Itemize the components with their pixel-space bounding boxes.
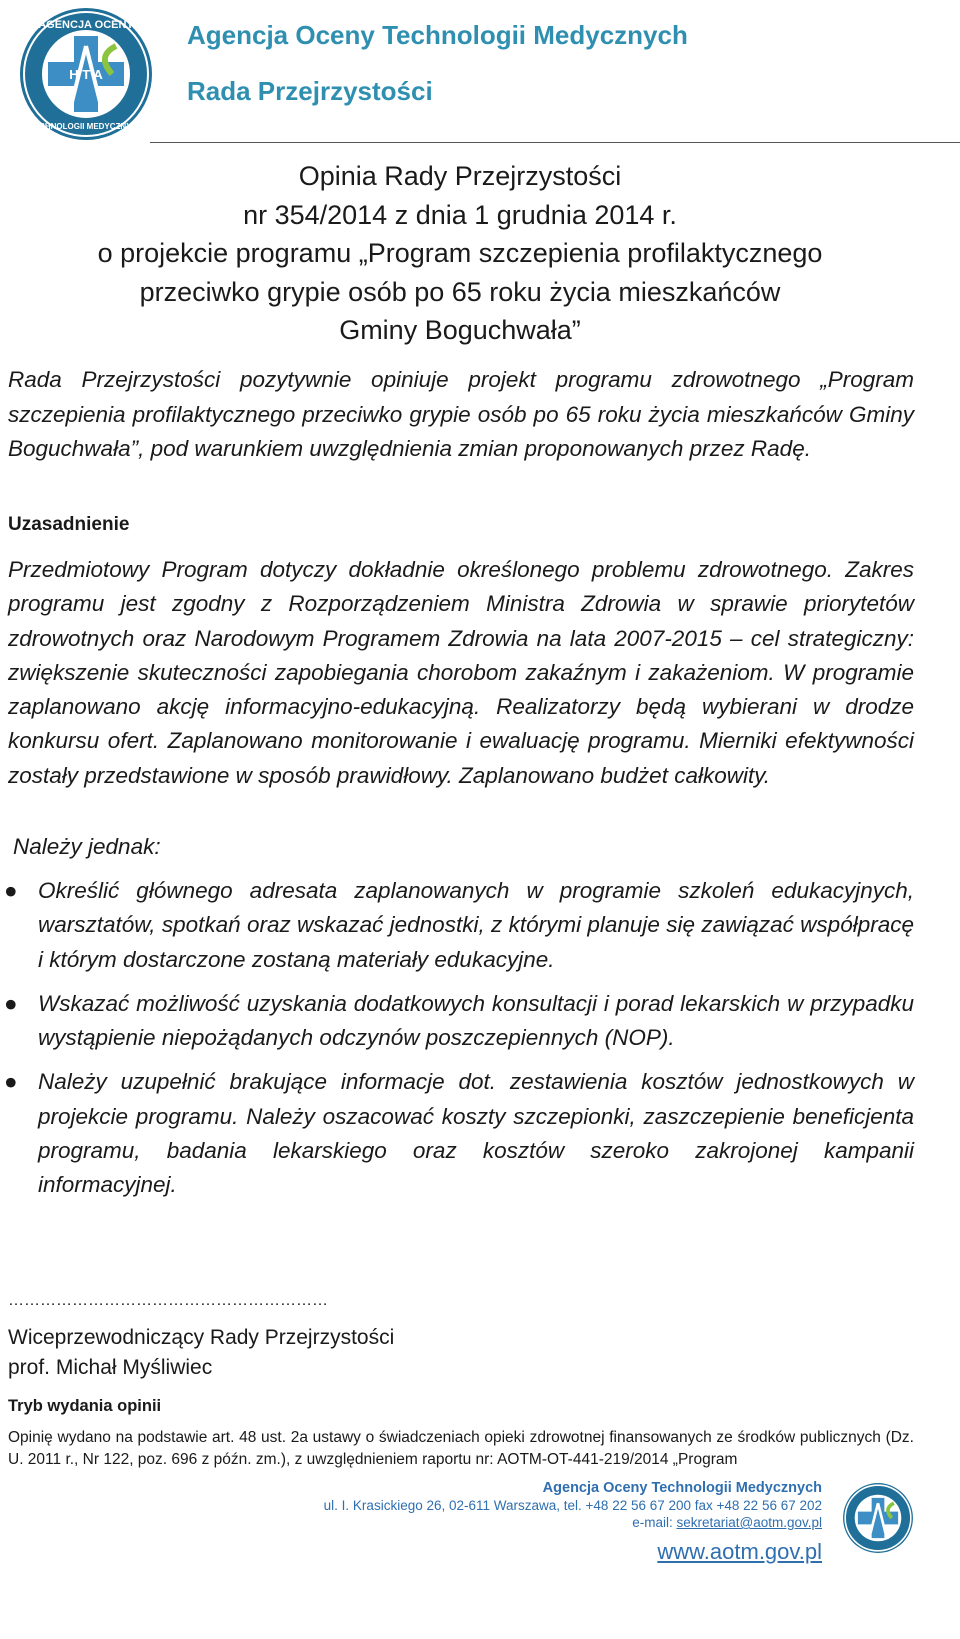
title-line-2: nr 354/2014 z dnia 1 grudnia 2014 r.	[243, 199, 677, 230]
footer-website-link[interactable]: www.aotm.gov.pl	[657, 1539, 822, 1564]
title-line-1: Opinia Rady Przejrzystości	[298, 161, 622, 191]
bullet-icon: ●	[4, 878, 18, 903]
footer-contact	[260, 1480, 822, 1567]
recommendation-list	[4, 874, 914, 1213]
however-label: Należy jednak:	[13, 834, 161, 859]
header-divider	[150, 142, 960, 143]
title-line-5: Gminy Boguchwała”	[339, 315, 581, 345]
list-item: ● Wskazać możliwość uzyskania dodatkowych konsultacji i porad lekarskich w przypadku wystąpienie niepożądanych odczynów poszczepiennych (NOP).	[8, 987, 914, 1056]
header-logo	[18, 6, 154, 142]
document-title	[0, 157, 920, 350]
signature-dots: ……………………………………………………	[8, 1292, 328, 1309]
title-line-3: o projekcie programu „Program szczepienia profilaktycznego	[97, 238, 823, 268]
svg-text:AGENCJA OCENY: AGENCJA OCENY	[38, 19, 134, 31]
footer-logo	[842, 1482, 914, 1554]
bullet-icon: ●	[4, 1069, 18, 1095]
signature-role: Wiceprzewodniczący Rady Przejrzystości	[8, 1326, 395, 1349]
footer-org: Agencja Oceny Technologii Medycznych	[542, 1480, 822, 1496]
footer-address: ul. I. Krasickiego 26, 02-611 Warszawa, tel. +48 22 56 67 200 fax +48 22 56 67 202	[323, 1498, 822, 1513]
svg-text:H T A: H T A	[69, 67, 103, 82]
list-item: ● Określić głównego adresata zaplanowanych w programie szkoleń edukacyjnych, warsztatów, spotkań oraz wskazać jednostki, z którymi planuje się zawiązać współpracę i którym dostarczone zostaną materiały edukacyjne.	[8, 874, 914, 977]
opinion-paragraph: Rada Przejrzystości pozytywnie opiniuje projekt programu zdrowotnego „Program szczepienia profilaktycznego przeciwko grypie osób po 65 roku życia mieszkańców Gminy Boguchwała”, pod warunkiem uwzględnienia zmian proponowanych przez Radę.	[8, 367, 914, 461]
svg-text:TECHNOLOGII MEDYCZNYCH: TECHNOLOGII MEDYCZNYCH	[28, 122, 144, 131]
justification-heading: Uzasadnienie	[8, 514, 130, 535]
issue-mode-text: Opinię wydano na podstawie art. 48 ust. 2a ustawy o świadczeniach opieki zdrowotnej finansowanych ze środków publicznych (Dz. U. 2011 r., Nr 122, poz. 696 z późn. zm.), z uwzględnieniem raportu nr: AOTM-OT-441-219/2014 „Program	[8, 1429, 914, 1468]
issue-mode-heading: Tryb wydania opinii	[8, 1397, 162, 1415]
title-line-4: przeciwko grypie osób po 65 roku życia mieszkańców	[139, 276, 781, 307]
bullet-icon: ●	[4, 990, 18, 1016]
footer-email-line	[260, 1514, 822, 1531]
footer-email-link[interactable]: sekretariat@aotm.gov.pl	[676, 1515, 822, 1530]
header-council-name: Rada Przejrzystości	[187, 76, 433, 106]
signature-name: prof. Michał Myśliwiec	[8, 1356, 213, 1379]
footer-email-label: e-mail:	[632, 1515, 677, 1530]
header-org-name: Agencja Oceny Technologii Medycznych	[187, 20, 688, 50]
justification-paragraph: Przedmiotowy Program dotyczy dokładnie określonego problemu zdrowotnego. Zakres programu jest zgodny z Rozporządzeniem Ministra Zdrowia w sprawie priorytetów zdrowotnych oraz Narodowym Programem Zdrowia na lata 2007-2015 – cel strategiczny: zwiększenie skuteczności zapobiegania chorobom zakaźnym i zakażeniom. W programie zaplanowano akcję informacyjno-edukacyjną. Realizatorzy będą wybierani w drodze konkursu ofert. Zaplanowano monitorowanie i ewaluację programu. Mierniki efektywności zostały przedstawione w sposób prawidłowy. Zaplanowano budżet całkowity.	[8, 557, 914, 788]
list-item: ● Należy uzupełnić brakujące informacje dot. zestawienia kosztów jednostkowych w projekcie programu. Należy oszacować koszty szczepionki, zaszczepienie beneficjenta programu, badania lekarskiego oraz kosztów szeroko zakrojonej kampanii informacyjnej.	[8, 1065, 914, 1202]
